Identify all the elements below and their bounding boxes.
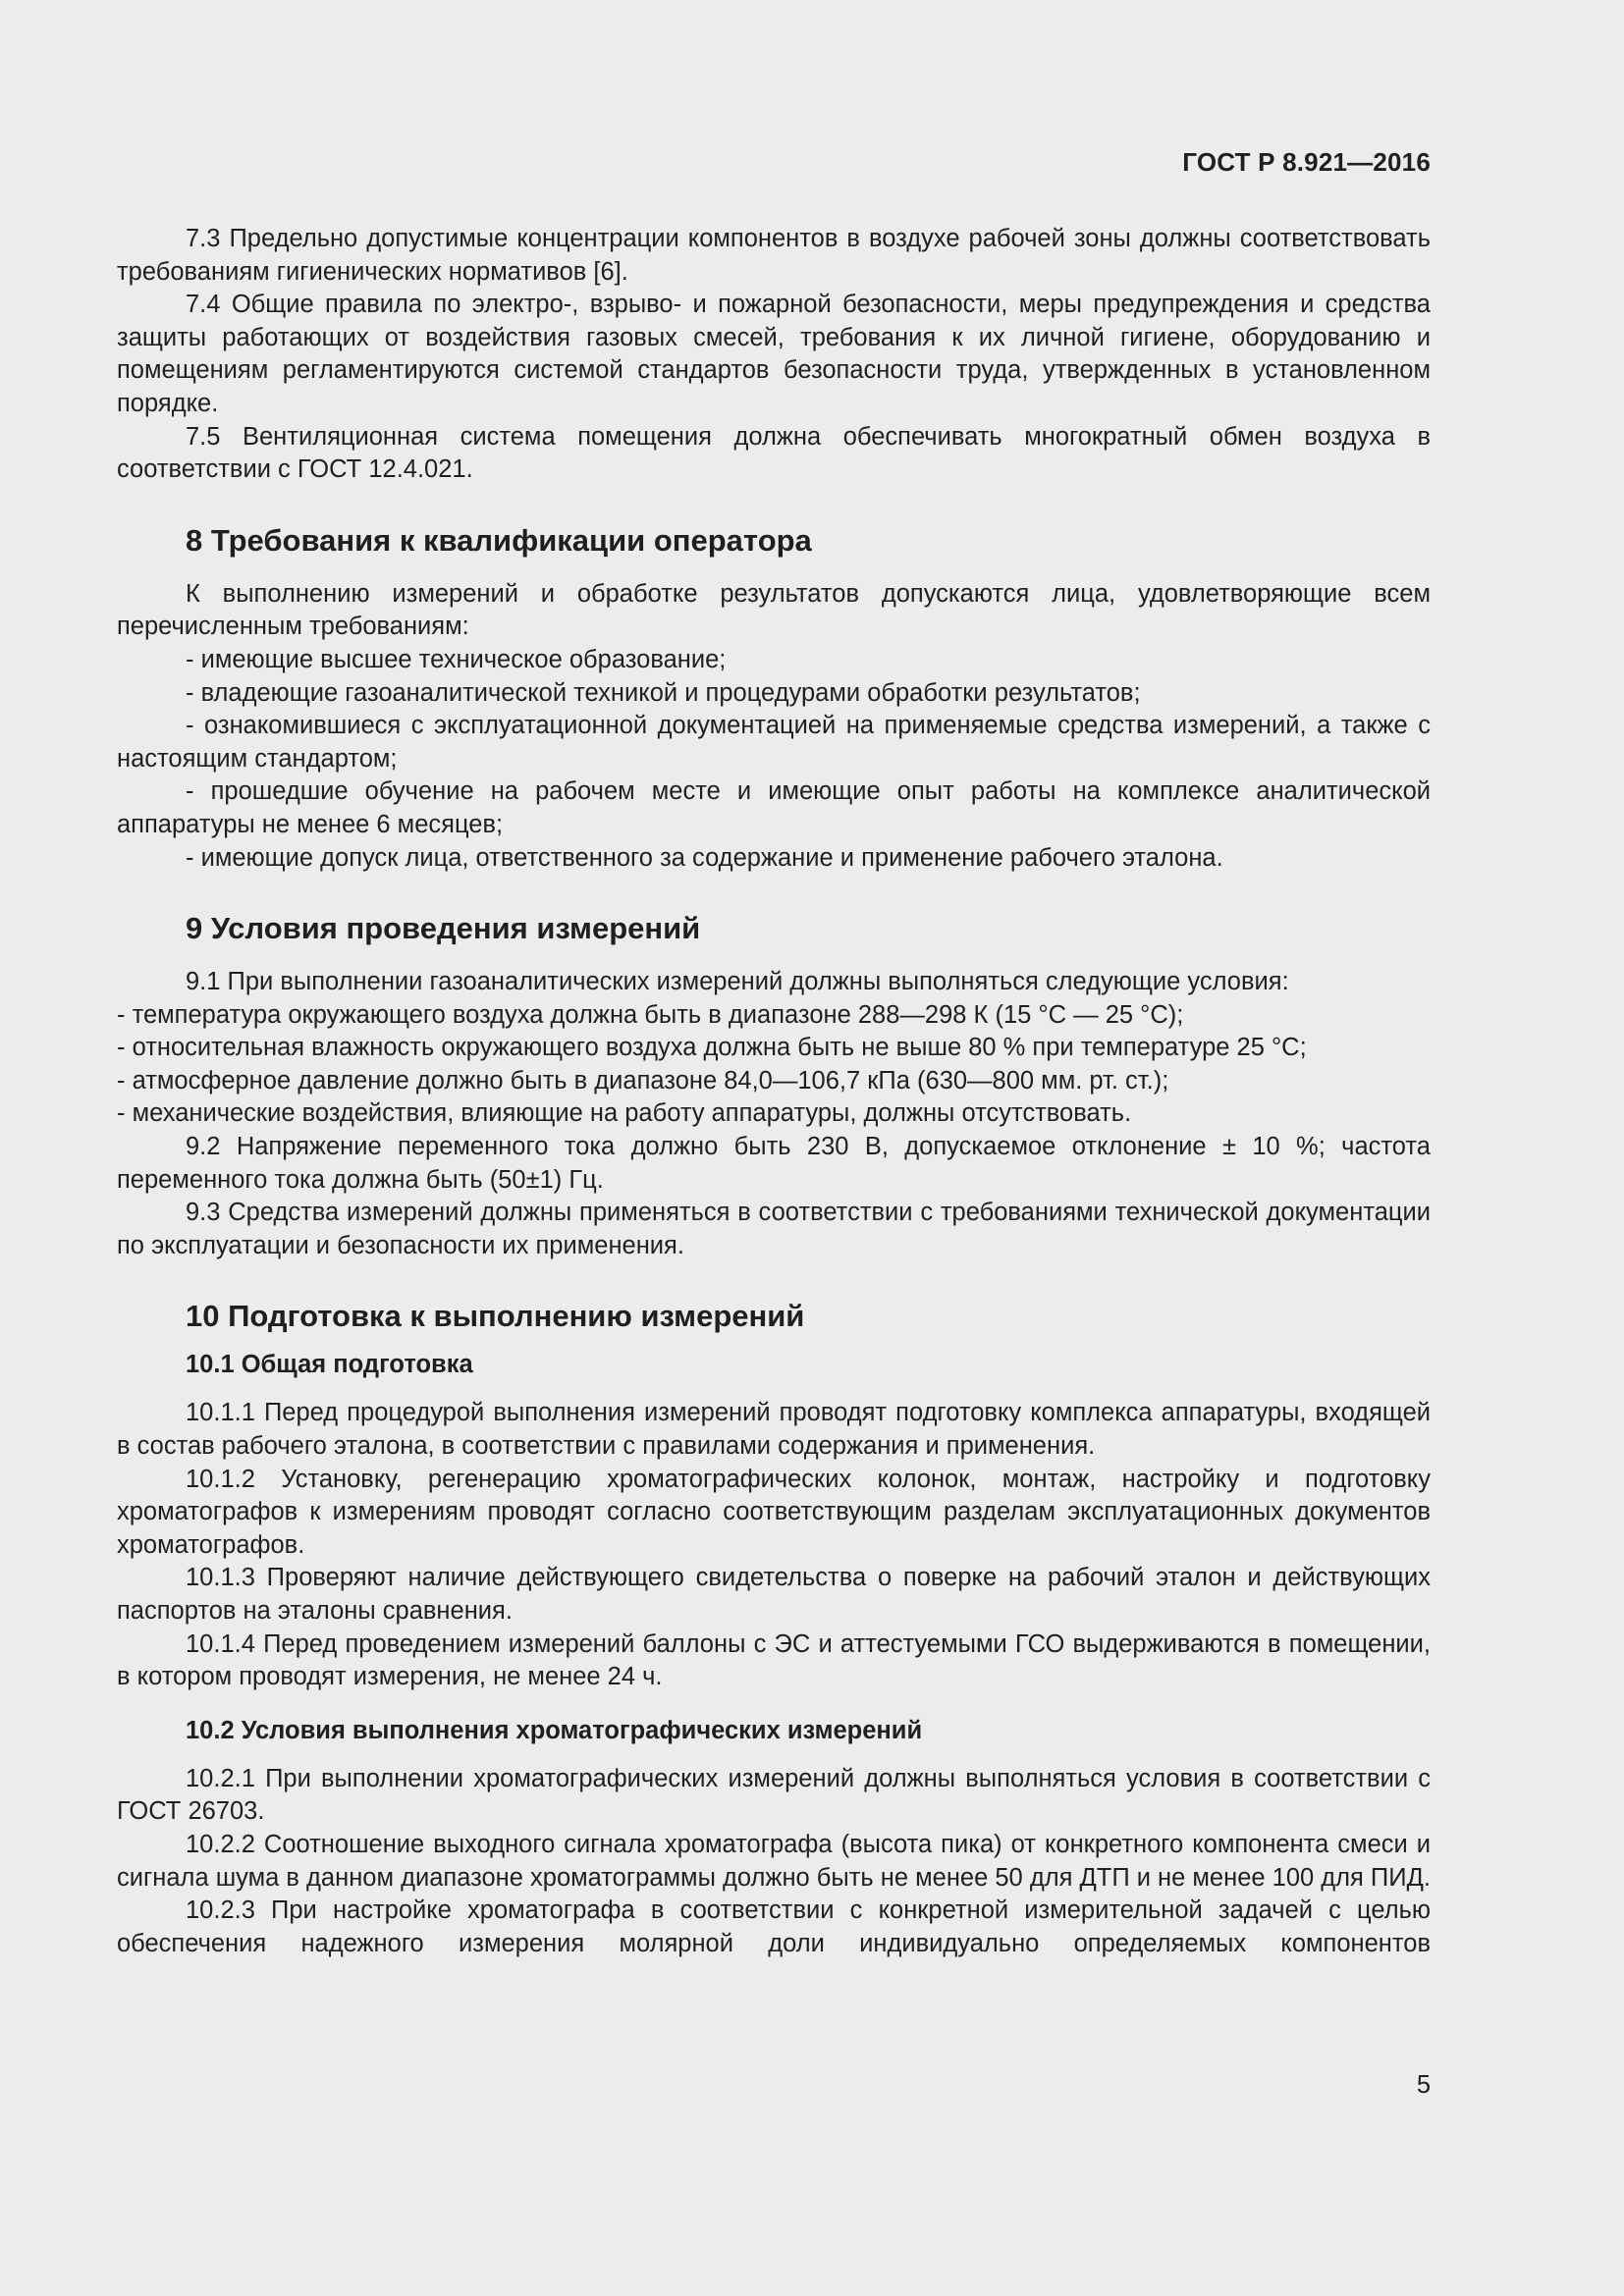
paragraph-10-1-3: 10.1.3 Проверяют наличие действующего свидетельства о поверке на рабочий эталон и действующих паспортов на эталоны сравнения. bbox=[117, 1564, 1431, 1625]
list-item: - механические воздействия, влияющие на работу аппаратуры, должны отсутствовать. bbox=[117, 1099, 1132, 1128]
paragraph-10-2-1: 10.2.1 При выполнении хроматографических измерений должны выполняться условия в соответствии с ГОСТ 26703. bbox=[117, 1764, 1431, 1826]
paragraph-9-1: 9.1 При выполнении газоаналитических измерений должны выполняться следующие условия: bbox=[186, 968, 1289, 996]
subsection-10-2-heading: 10.2 Условия выполнения хроматографических измерений bbox=[186, 1716, 923, 1744]
document-body bbox=[117, 223, 1431, 1960]
document-code: ГОСТ Р 8.921—2016 bbox=[1182, 147, 1431, 177]
paragraph-10-1-4: 10.1.4 Перед проведением измерений баллоны с ЭС и аттестуемыми ГСО выдерживаются в помещении, в котором проводят измерения, не менее 24 ч. bbox=[117, 1629, 1431, 1691]
paragraph-9-2: 9.2 Напряжение переменного тока должно быть 230 В, допускаемое отклонение ± 10 %; частота переменного тока должна быть (50±1) Гц. bbox=[117, 1133, 1431, 1194]
paragraph-10-2-2: 10.2.2 Соотношение выходного сигнала хроматографа (высота пика) от конкретного компонента смеси и сигнала шума в данном диапазоне хроматограммы должно быть не менее 50 для ДТП и не менее 100 для ПИД. bbox=[117, 1830, 1431, 1892]
section-10-heading: 10 Подготовка к выполнению измерений bbox=[186, 1299, 805, 1334]
paragraph-10-2-3: 10.2.3 При настройке хроматографа в соответствии с конкретной измерительной задачей с целью обеспечения надежного измерения молярной доли индивидуально определяемых компонентов bbox=[117, 1896, 1431, 1957]
paragraph-7-5: 7.5 Вентиляционная система помещения должна обеспечивать многократный обмен воздуха в соответствии с ГОСТ 12.4.021. bbox=[117, 422, 1431, 484]
list-item: - имеющие высшее техническое образование; bbox=[186, 645, 727, 673]
list-item: - имеющие допуск лица, ответственного за содержание и применение рабочего эталона. bbox=[186, 843, 1223, 872]
document-page bbox=[117, 0, 1431, 2296]
list-item: - температура окружающего воздуха должна быть в диапазоне 288—298 К (15 °С — 25 °С); bbox=[117, 1000, 1184, 1029]
list-item: - ознакомившиеся с эксплуатационной документацией на применяемые средства измерений, а также с настоящим стандартом; bbox=[117, 712, 1431, 773]
section-9-heading: 9 Условия проведения измерений bbox=[186, 911, 701, 946]
section-8-intro: К выполнению измерений и обработке результатов допускаются лица, удовлетворяющие всем перечисленным требованиям: bbox=[117, 579, 1431, 641]
list-item: - относительная влажность окружающего воздуха должна быть не выше 80 % при температуре 25 °С; bbox=[117, 1034, 1307, 1062]
list-item: - владеющие газоаналитической техникой и процедурами обработки результатов; bbox=[186, 678, 1141, 707]
list-item: - прошедшие обучение на рабочем месте и имеющие опыт работы на комплексе аналитической аппаратуры не менее 6 месяцев; bbox=[117, 777, 1431, 838]
paragraph-9-3: 9.3 Средства измерений должны применяться в соответствии с требованиями технической документации по эксплуатации и безопасности их применения. bbox=[117, 1199, 1431, 1259]
list-item: - атмосферное давление должно быть в диапазоне 84,0—106,7 кПа (630—800 мм. рт. ст.); bbox=[117, 1066, 1169, 1095]
paragraph-7-3: 7.3 Предельно допустимые концентрации компонентов в воздухе рабочей зоны должны соответствовать требованиям гигиенических нормативов [6]. bbox=[117, 225, 1431, 286]
paragraph-10-1-1: 10.1.1 Перед процедурой выполнения измерений проводят подготовку комплекса аппаратуры, входящей в состав рабочего эталона, в соответствии с правилами содержания и применения. bbox=[117, 1399, 1431, 1461]
section-8-heading: 8 Требования к квалификации оператора bbox=[186, 522, 812, 558]
paragraph-7-4: 7.4 Общие правила по электро-, взрыво- и пожарной безопасности, меры предупреждения и средства защиты работающих от воздействия газовых смесей, требования к их личной гигиене, оборудованию и помещениям регламентируются системой стандартов безопасности труда, утвержденных в установленном порядке. bbox=[117, 291, 1431, 417]
subsection-10-1-heading: 10.1 Общая подготовка bbox=[186, 1351, 473, 1379]
paragraph-10-1-2: 10.1.2 Установку, регенерацию хроматографических колонок, монтаж, настройку и подготовку хроматографов к измерениям проводят согласно соответствующим разделам эксплуатационных документов хроматографов. bbox=[117, 1465, 1431, 1559]
page-number: 5 bbox=[1416, 2071, 1431, 2099]
